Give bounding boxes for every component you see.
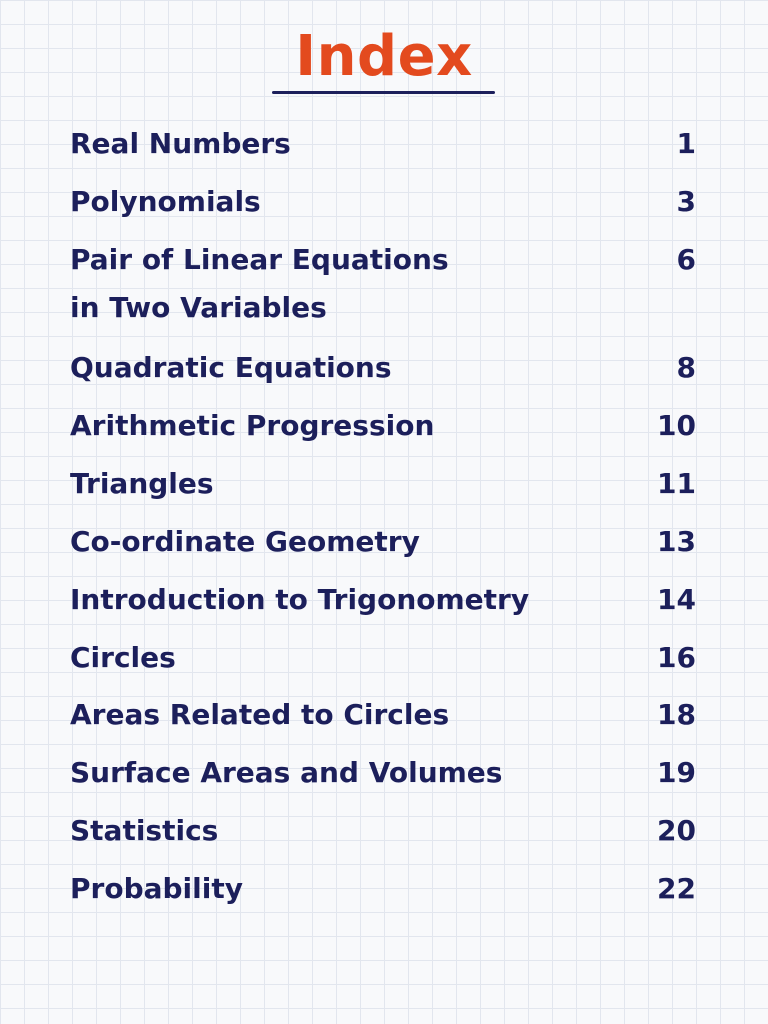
- toc-entry-page: 1: [676, 127, 696, 160]
- toc-entry-page: 11: [657, 467, 696, 500]
- toc-entry-quadratic-equations: [70, 348, 696, 388]
- toc-entry-label-line1: Pair of Linear Equations: [70, 243, 449, 276]
- toc-entry-triangles: [70, 464, 696, 504]
- toc-entry-label-line2: in Two Variables: [70, 291, 327, 324]
- toc-entry-label: Co-ordinate Geometry: [70, 525, 420, 558]
- toc-entry-page: 13: [657, 525, 696, 558]
- toc-entry-label: Introduction to Trigonometry: [70, 583, 530, 616]
- toc-entry-page: 16: [657, 641, 696, 674]
- toc-entry-label: Areas Related to Circles: [70, 698, 450, 731]
- toc-entry-real-numbers: [70, 124, 696, 164]
- toc-entry-label: Quadratic Equations: [70, 351, 392, 384]
- toc-entry-arithmetic-progression: [70, 406, 696, 446]
- toc-entry-polynomials: [70, 182, 696, 222]
- toc-entry-label: [70, 236, 449, 332]
- toc-entry-areas-related-to-circles: [70, 695, 696, 735]
- toc-entry-introduction-to-trigonometry: [70, 580, 696, 620]
- toc-entry-circles: [70, 638, 696, 678]
- toc-entry-label: Triangles: [70, 467, 214, 500]
- toc-entry-page: 8: [676, 351, 696, 384]
- toc-entry-label: Real Numbers: [70, 127, 291, 160]
- toc-entry-page: 20: [657, 814, 696, 847]
- page-title: Index: [295, 24, 473, 89]
- toc-entry-page: 18: [657, 698, 696, 731]
- toc-entry-page: 19: [657, 756, 696, 789]
- toc-entry-page: 22: [657, 872, 696, 905]
- toc-entry-page: 6: [676, 243, 696, 276]
- toc-entry-pair-of-linear-equations: [70, 240, 696, 336]
- toc-entry-page: 3: [676, 185, 696, 218]
- toc-entry-label: Arithmetic Progression: [70, 409, 435, 442]
- toc-entry-label: Surface Areas and Volumes: [70, 756, 503, 789]
- toc-entry-page: 10: [657, 409, 696, 442]
- toc-entry-statistics: [70, 811, 696, 851]
- toc-entry-page: 14: [657, 583, 696, 616]
- toc-entry-surface-areas-and-volumes: [70, 753, 696, 793]
- toc-entry-label: Circles: [70, 641, 176, 674]
- toc-entry-coordinate-geometry: [70, 522, 696, 562]
- toc-entry-probability: [70, 869, 696, 909]
- toc-entry-label: Statistics: [70, 814, 219, 847]
- toc-entry-label: Polynomials: [70, 185, 261, 218]
- toc-entry-label: Probability: [70, 872, 243, 905]
